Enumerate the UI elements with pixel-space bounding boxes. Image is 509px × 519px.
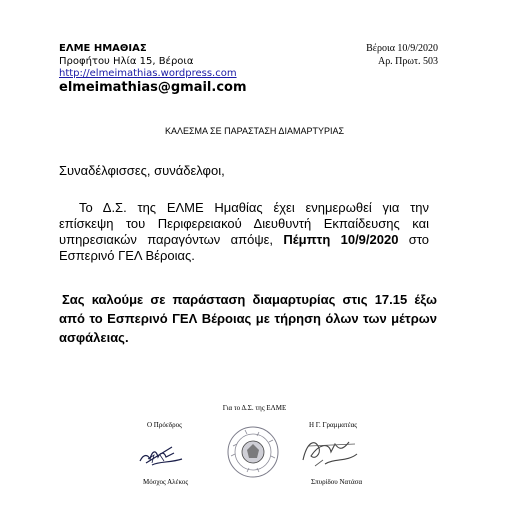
org-email: elmeimathias@gmail.com — [59, 80, 247, 95]
secretary-name: Σπυρίδου Νατάσα — [311, 478, 363, 486]
president-signature-icon — [130, 433, 190, 473]
body-paragraph — [59, 200, 429, 264]
org-address: Προφήτου Ηλία 15, Βέροια — [59, 56, 194, 67]
president-name: Μόσχος Αλέκος — [143, 478, 189, 486]
secretary-title: Η Γ. Γραμματέας — [309, 421, 358, 429]
body-date-highlight: Πέμπτη 10/9/2020 — [283, 232, 399, 247]
org-website-link[interactable]: http://elmeimathias.wordpress.com — [59, 68, 237, 79]
document-date: Βέροια 10/9/2020 — [366, 43, 438, 54]
signature-header: Για το Δ.Σ. της ΕΛΜΕ — [222, 404, 287, 412]
call-paragraph: Σας καλούμε σε παράσταση διαμαρτυρίας στις 17.15 έξω από το Εσπερινό ΓΕΛ Βέροιας με τήρηση όλων των μέτρων ασφάλειας. — [59, 292, 437, 345]
body-text-start: Το Δ.Σ. της ΕΛΜΕ Ημαθίας έχει ενημερωθεί για την επίσκεψη του Περιφερειακού Διευθυντή Εκπαίδευσης και υπηρεσιακών παραγόντων απόψε, — [59, 200, 429, 247]
document-title: ΚΑΛΕΣΜΑ ΣΕ ΠΑΡΑΣΤΑΣΗ ΔΙΑΜΑΡΤΥΡΙΑΣ — [164, 126, 345, 136]
greeting: Συναδέλφισσες, συνάδελφοι, — [59, 163, 225, 178]
org-name: ΕΛΜΕ ΗΜΑΘΙΑΣ — [59, 43, 147, 54]
body-text-end: στο Εσπερινό ΓΕΛ Βέροιας. — [59, 232, 429, 263]
protocol-number: Αρ. Πρωτ. 503 — [377, 56, 438, 67]
secretary-signature-icon — [295, 430, 365, 478]
official-seal-icon — [225, 424, 281, 480]
president-title: Ο Πρόεδρος — [147, 421, 182, 429]
